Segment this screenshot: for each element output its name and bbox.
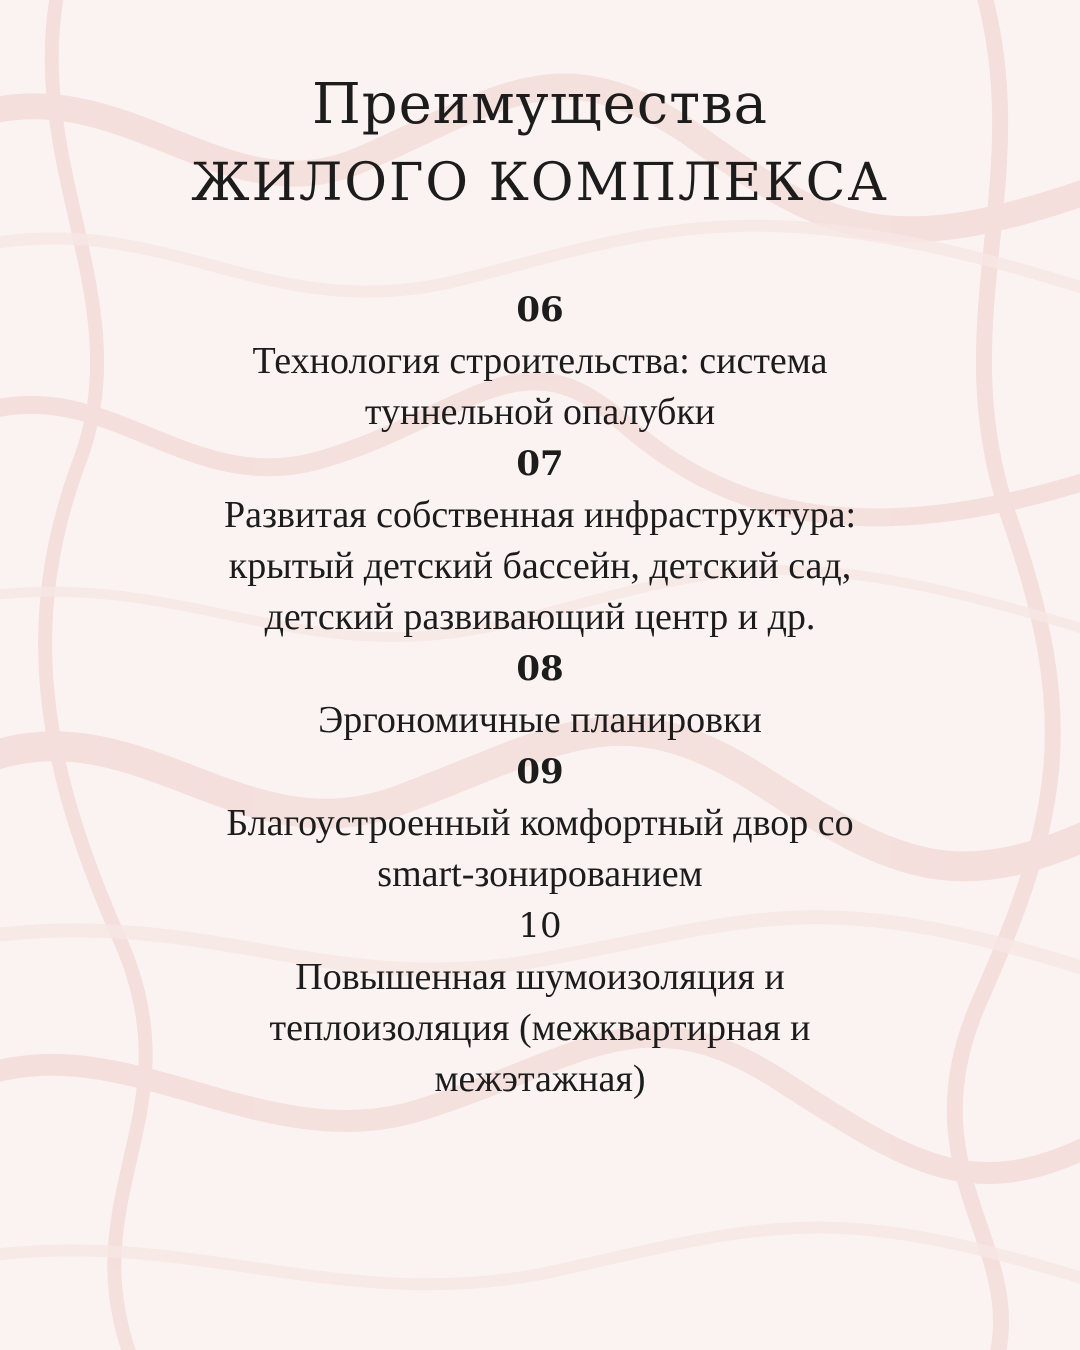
item-text: Эргономичные планировки <box>318 699 762 741</box>
list-item <box>60 900 1020 1105</box>
item-text: Развитая собственная инфраструктура: крытый детский бассейн, детский сад, детский развивающий центр и др. <box>223 494 857 638</box>
list-item <box>60 746 1020 900</box>
advantages-list <box>60 284 1020 1105</box>
item-text: Технология строительства: система туннельной опалубки <box>252 340 828 433</box>
item-number: 08 <box>516 649 564 689</box>
title-line-1: Преимущества <box>311 72 769 137</box>
title-line-2: ЖИЛОГО КОМПЛЕКСА <box>191 153 889 213</box>
item-number: 09 <box>516 752 564 792</box>
page-title <box>0 66 1080 222</box>
item-text: Благоустроенный комфортный двор со smart-зонированием <box>226 802 854 895</box>
item-text: Повышенная шумоизоляция и теплоизоляция (межквартирная и межэтажная) <box>269 956 811 1100</box>
item-number: 06 <box>516 290 564 330</box>
item-number: 07 <box>516 444 564 484</box>
item-number: 10 <box>518 906 562 946</box>
list-item <box>60 438 1020 643</box>
list-item <box>60 284 1020 438</box>
list-item <box>60 643 1020 746</box>
